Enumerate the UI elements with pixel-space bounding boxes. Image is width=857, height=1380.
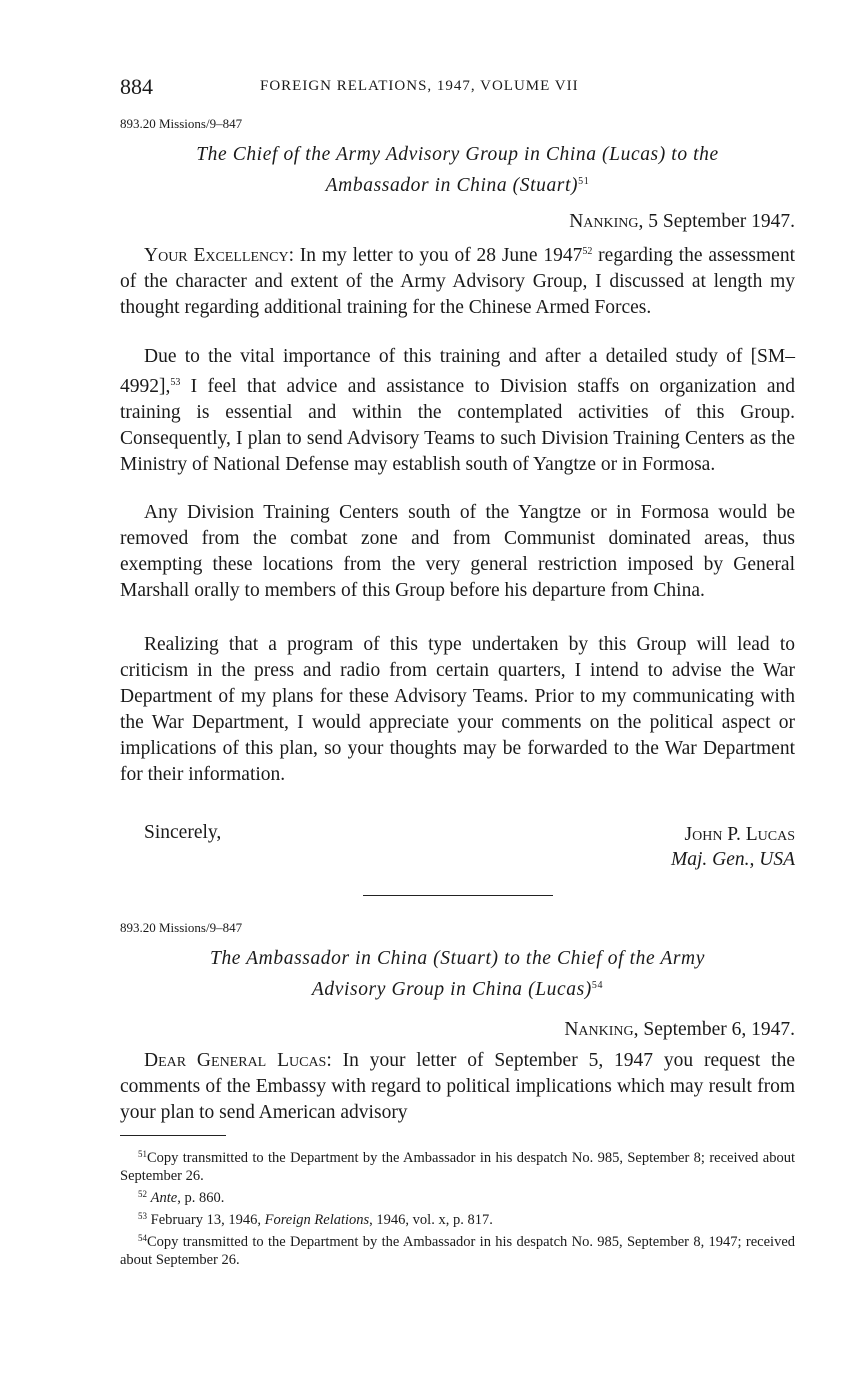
footnotes: [120, 1145, 795, 1269]
footnote-53-pre: February 13, 1946,: [150, 1212, 265, 1228]
footnote-52-number: 52: [138, 1189, 147, 1199]
doc1-dateline-date: , 5 September 1947.: [638, 211, 795, 232]
running-head: FOREIGN RELATIONS, 1947, VOLUME VII: [260, 78, 579, 94]
doc1-dateline-place: Nanking: [569, 211, 639, 232]
footnote-rule: [120, 1135, 226, 1136]
page-header: [120, 74, 795, 98]
doc1-paragraph-1: [120, 239, 795, 321]
doc2-dateline-date: , September 6, 1947.: [633, 1019, 795, 1040]
doc1-p2-text-b: I feel that advice and assistance to Division staffs on organization and training is essential and within the contemplated activities of this Group. Consequently, I plan to send Advisory Teams to such Division Training Centers as the Ministry of National Defense may establish south of Yangtze or in Formosa.: [120, 376, 795, 475]
doc1-paragraph-2: [120, 344, 795, 478]
doc1-signer-title: Maj. Gen., USA: [670, 849, 795, 870]
doc2-title-line1: The Ambassador in China (Stuart) to the Chief of the Army: [210, 948, 705, 969]
footnote-52: [120, 1185, 795, 1207]
doc2-salutation: Dear General Lucas: [144, 1050, 327, 1071]
doc2-title-footnote-ref[interactable]: 54: [591, 980, 604, 991]
doc1-p1-text-a: : In my letter to you of 28 June 1947: [288, 245, 583, 266]
doc2-dateline-place: Nanking: [564, 1019, 634, 1040]
doc2-dateline: [564, 1019, 795, 1041]
doc1-title: [120, 141, 795, 199]
footnote-51-number: 51: [138, 1149, 147, 1159]
footnote-54-number: 54: [138, 1233, 147, 1243]
doc1-file-ref: 893.20 Missions/9–847: [120, 116, 243, 131]
section-separator: [363, 895, 553, 896]
doc1-signer-name: John P. Lucas: [684, 824, 795, 845]
footnote-52-text: , p. 860.: [177, 1190, 225, 1206]
footnote-51-text: Copy transmitted to the Department by the Ambassador in his despatch No. 985, September 8; received about September 26.: [120, 1150, 795, 1184]
doc1-p1-text-b: regarding the assessment of the character and extent of the Army Advisory Group, I discussed at length my thought regarding additional training for the Chinese Armed Forces.: [120, 245, 795, 318]
footnote-53-text: , 1946, vol. x, p. 817.: [369, 1212, 493, 1228]
footnote-52-italic: Ante: [150, 1190, 178, 1206]
doc2-file-ref: 893.20 Missions/9–847: [120, 920, 243, 935]
doc1-signature: [671, 822, 795, 872]
footnote-53: [120, 1207, 795, 1229]
page-number: 884: [120, 74, 153, 99]
doc1-title-line2: Ambassador in China (Stuart): [325, 175, 579, 196]
doc2-title: [120, 945, 795, 1003]
doc1-footnote-ref-52[interactable]: 52: [582, 246, 593, 257]
footnote-53-number: 53: [138, 1211, 147, 1221]
footnote-54-text: Copy transmitted to the Department by the Ambassador in his despatch No. 985, September 8, 1947; received about September 26.: [120, 1234, 795, 1268]
doc1-title-footnote-ref[interactable]: 51: [578, 176, 590, 187]
doc1-footnote-ref-53[interactable]: 53: [170, 377, 181, 388]
doc1-closing: Sincerely,: [144, 822, 222, 843]
doc1-paragraph-3: Any Division Training Centers south of the Yangtze or in Formosa would be removed from the combat zone and from Communist dominated areas, thus exempting these locations from the very general restriction imposed by General Marshall orally to members of this Group before his departure from China.: [120, 502, 795, 601]
footnote-53-italic: Foreign Relations: [264, 1212, 370, 1228]
doc1-p2-text-a: Due to the vital importance of this training and after a detailed study of [SM–4992],: [120, 346, 795, 397]
doc1-title-line1: The Chief of the Army Advisory Group in China (Lucas) to the: [196, 144, 719, 165]
doc1-dateline: [569, 211, 795, 233]
doc2-p1-text: : In your letter of September 5, 1947 you request the comments of the Embassy with regard to political implications which may result from your plan to send American advisory: [120, 1050, 795, 1123]
doc2-title-line2: Advisory Group in China (Lucas): [311, 979, 592, 1000]
doc1-salutation: Your Excellency: [144, 245, 289, 266]
doc1-paragraph-4: Realizing that a program of this type undertaken by this Group will lead to criticism in the press and radio from certain quarters, I intend to advise the War Department of my plans for these Advisory Teams. Prior to my communicating with the War Department, I would appreciate your comments on the political aspect or implications of this plan, so your thoughts may be forwarded to the War Department for their information.: [120, 634, 795, 785]
doc2-paragraph-1: [120, 1048, 795, 1126]
footnote-54: [120, 1229, 795, 1269]
footnote-51: [120, 1145, 795, 1185]
